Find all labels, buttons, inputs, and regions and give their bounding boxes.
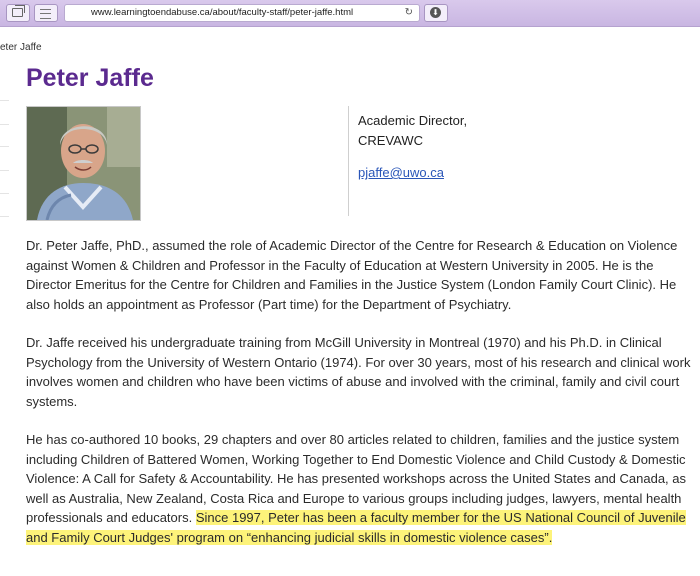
tabs-overview-button[interactable]: [6, 4, 30, 22]
role-organization: CREVAWC: [358, 133, 423, 148]
sidebar-divider: [0, 193, 9, 194]
vertical-divider: [348, 106, 349, 216]
sidebar-divider: [0, 100, 9, 101]
bio-paragraph-2: Dr. Jaffe received his undergraduate training from McGill University in Montreal (1970) and his Ph.D. in Clinical Psychology from the University of Western Ontario (1974). For over 30 years, most of his research and clinical work involves women and children who have been victims of abuse and involved with the criminal, family and civil court systems.: [26, 335, 691, 409]
profile-photo: [26, 106, 141, 221]
browser-toolbar: [0, 0, 700, 27]
bio-paragraph-3-text: He has co-authored 10 books, 29 chapters and over 80 articles related to children, families and the justice system including Children of Battered Women, Working Together to End Domestic Violence and Child Custody & Domestic Violence: A Call for Safety & Accountability. He has presented workshops across the United States and Canada, as well as Australia, New Zealand, Costa Rica and Europe to various groups including judges, lawyers, mental health professionals and educators.: [26, 432, 687, 525]
reader-view-button[interactable]: [34, 4, 58, 22]
staff-role: [358, 111, 467, 151]
highlighted-text: Since 1997, Peter has been a faculty member for the US National Council of Juvenile and Family Court Judges' program on “enhancing judicial skills in domestic violence cases”.: [26, 510, 686, 545]
page-title: Peter Jaffe: [26, 64, 154, 92]
address-bar[interactable]: [64, 4, 420, 22]
email-link[interactable]: pjaffe@uwo.ca: [358, 165, 444, 180]
sidebar-divider: [0, 124, 9, 125]
reload-icon[interactable]: ↻: [404, 7, 413, 18]
breadcrumb[interactable]: eter Jaffe: [0, 42, 42, 53]
bio-paragraph-1: Dr. Peter Jaffe, PhD., assumed the role of Academic Director of the Centre for Research & Education on Violence against Women & Children and Professor in the Faculty of Education at Western University in 2005. He is the Director Emeritus for the Centre for Children and Families in the Justice System (London Family Court Clinic). He also holds an appointment as Professor (Part time) for the Department of Psychiatry.: [26, 238, 678, 312]
portrait-image: [27, 107, 140, 220]
sidebar-divider: [0, 146, 9, 147]
sidebar-divider: [0, 216, 9, 217]
bio-paragraph-3: [26, 430, 694, 547]
role-title: Academic Director,: [358, 113, 468, 128]
download-icon: ⬇: [430, 7, 441, 18]
address-url[interactable]: www.learningtoendabuse.ca/about/faculty-staff/peter-jaffe.html: [91, 7, 354, 18]
reader-icon: [40, 9, 51, 19]
tabs-icon: [12, 8, 23, 17]
sidebar-divider: [0, 170, 9, 171]
downloads-button[interactable]: [424, 4, 448, 22]
